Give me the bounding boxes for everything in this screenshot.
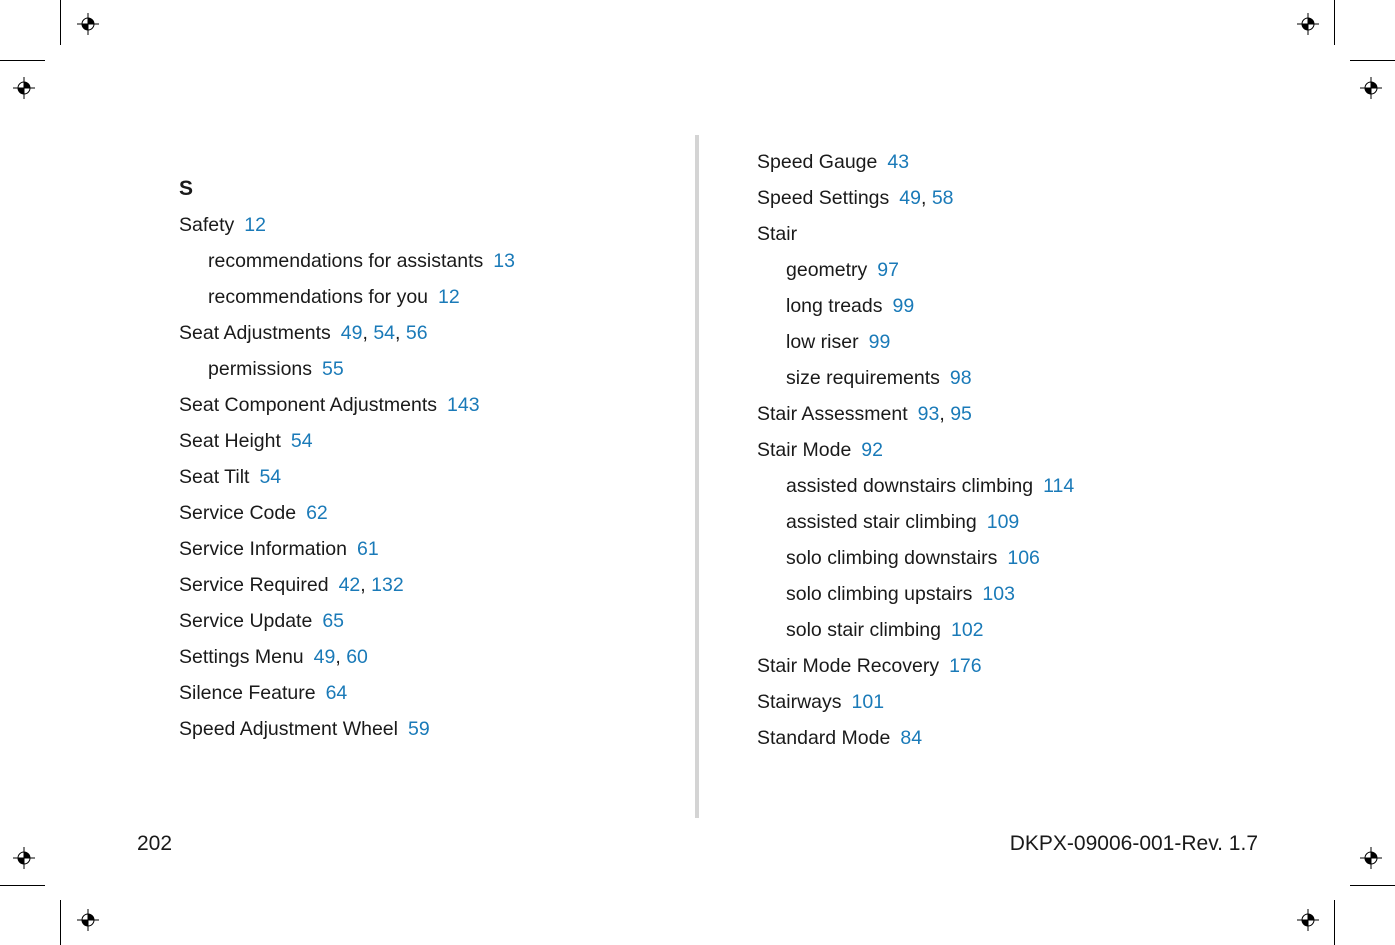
index-entry (757, 684, 1257, 720)
page-link[interactable]: 54 (290, 430, 313, 452)
page-separator: , (360, 574, 372, 596)
index-term: recommendations for you (208, 286, 429, 308)
index-entry (179, 675, 679, 711)
page-separator: , (395, 322, 406, 344)
page-references (408, 718, 430, 740)
page-link[interactable]: 114 (1043, 475, 1075, 497)
page-link[interactable]: 93 (917, 403, 940, 425)
index-entry (757, 180, 1257, 216)
column-divider (695, 135, 699, 818)
index-column-right (757, 144, 1257, 756)
page-link[interactable]: 58 (931, 187, 954, 209)
index-entry-list-left (179, 207, 679, 747)
index-entry (179, 495, 679, 531)
index-entry (179, 423, 679, 459)
index-term: Seat Adjustments (179, 322, 331, 344)
index-term: Service Information (179, 538, 347, 560)
crop-line-tl-h (0, 60, 45, 61)
index-entry (757, 432, 1257, 468)
index-subentry (757, 288, 1257, 324)
index-term: solo climbing downstairs (786, 547, 998, 569)
page-link[interactable]: 109 (986, 511, 1020, 533)
index-subentry (757, 252, 1257, 288)
page-link[interactable]: 92 (861, 439, 883, 461)
page-link[interactable]: 13 (493, 250, 515, 272)
page-link[interactable]: 60 (346, 646, 368, 668)
page-link[interactable]: 64 (325, 682, 348, 704)
page-references (447, 394, 480, 416)
page-references (1007, 547, 1040, 569)
index-term: solo stair climbing (786, 619, 941, 641)
page-references (887, 151, 909, 173)
index-subentry (757, 360, 1257, 396)
page-link[interactable]: 99 (868, 331, 891, 353)
index-term: Stair Mode Recovery (757, 655, 940, 677)
page-link[interactable]: 54 (373, 322, 396, 344)
page-separator: , (939, 403, 951, 425)
page-references (314, 646, 368, 668)
index-term: assisted downstairs climbing (786, 475, 1034, 497)
page-references (322, 358, 344, 380)
index-subentry (757, 468, 1257, 504)
page-references (493, 250, 515, 272)
index-entry (757, 216, 1257, 252)
page-references (987, 511, 1020, 533)
page-link[interactable]: 43 (887, 151, 910, 173)
page-references (861, 439, 883, 461)
page-references (900, 727, 922, 749)
index-entry (179, 315, 679, 351)
page-link[interactable]: 95 (950, 403, 972, 425)
crop-line-tr-h (1350, 60, 1395, 61)
index-term: Stairways (757, 691, 842, 713)
crop-line-br-v (1334, 900, 1335, 945)
page-link[interactable]: 143 (447, 394, 480, 416)
page-separator: , (920, 187, 932, 209)
page-references (899, 187, 953, 209)
index-term: Speed Adjustment Wheel (179, 718, 398, 740)
index-entry (179, 459, 679, 495)
index-letter-heading: S (179, 177, 194, 200)
index-entry (179, 531, 679, 567)
index-term: low riser (786, 331, 859, 353)
document-id: DKPX-09006-001-Rev. 1.7 (1009, 832, 1258, 855)
registration-mark-icon (13, 847, 35, 869)
page-references (339, 574, 404, 596)
page-references (1043, 475, 1074, 497)
registration-mark-icon (13, 77, 35, 99)
page-references (259, 466, 281, 488)
index-term: Seat Height (179, 430, 281, 452)
page-link[interactable]: 61 (357, 538, 379, 560)
index-term: long treads (786, 295, 883, 317)
page-link[interactable]: 106 (1007, 547, 1040, 569)
page-references (852, 691, 885, 713)
index-subentry (757, 540, 1257, 576)
page-references (877, 259, 899, 281)
page-link[interactable]: 12 (438, 286, 460, 308)
index-entry (179, 387, 679, 423)
page-link[interactable]: 103 (982, 583, 1015, 605)
page-references (438, 286, 460, 308)
crop-line-tl-v (60, 0, 61, 45)
page-link[interactable]: 101 (851, 691, 885, 713)
page-link[interactable]: 176 (949, 655, 982, 677)
page-references (982, 583, 1015, 605)
page-references (291, 430, 313, 452)
page-link[interactable]: 49 (340, 322, 363, 344)
page-references (357, 538, 379, 560)
page-number: 202 (137, 832, 173, 855)
crop-line-tr-v (1334, 0, 1335, 45)
registration-mark-icon (1297, 13, 1319, 35)
page-references (918, 403, 972, 425)
index-term: permissions (208, 358, 313, 380)
crop-line-br-h (1350, 885, 1395, 886)
crop-line-bl-h (0, 885, 45, 886)
index-term: Speed Gauge (757, 151, 878, 173)
index-term: Settings Menu (179, 646, 304, 668)
page-link[interactable]: 65 (322, 610, 345, 632)
index-subentry (757, 324, 1257, 360)
page-link[interactable]: 42 (338, 574, 361, 596)
page-references (322, 610, 344, 632)
page-references (869, 331, 891, 353)
index-entry (757, 396, 1257, 432)
registration-mark-icon (1360, 77, 1382, 99)
page-link[interactable]: 56 (405, 322, 428, 344)
registration-mark-icon (77, 13, 99, 35)
index-term: size requirements (786, 367, 940, 389)
registration-mark-icon (77, 909, 99, 931)
page-link[interactable]: 84 (900, 727, 923, 749)
index-subentry (179, 243, 679, 279)
index-term: Stair Assessment (757, 403, 908, 425)
page-references (951, 619, 984, 641)
page-link[interactable]: 12 (244, 214, 266, 236)
index-term: Stair Mode (757, 439, 852, 461)
index-entry (179, 207, 679, 243)
page-references (326, 682, 348, 704)
index-term: Seat Component Adjustments (179, 394, 437, 416)
index-entry (179, 567, 679, 603)
index-entry-list-right (757, 144, 1257, 756)
index-entry (179, 603, 679, 639)
page-references (892, 295, 914, 317)
index-term: Seat Tilt (179, 466, 250, 488)
index-term: Service Code (179, 502, 297, 524)
index-entry (757, 648, 1257, 684)
index-entry (179, 639, 679, 675)
index-entry (757, 720, 1257, 756)
page-link[interactable]: 98 (949, 367, 972, 389)
page-link[interactable]: 99 (892, 295, 915, 317)
registration-mark-icon (1297, 909, 1319, 931)
page-link[interactable]: 62 (306, 502, 328, 524)
page-link[interactable]: 59 (407, 718, 430, 740)
index-entry (757, 144, 1257, 180)
index-term: Service Update (179, 610, 313, 632)
page-references (306, 502, 328, 524)
page-link[interactable]: 55 (322, 358, 344, 380)
index-entry (179, 711, 679, 747)
page-separator: , (362, 322, 374, 344)
index-term: recommendations for assistants (208, 250, 484, 272)
index-term: Silence Feature (179, 682, 316, 704)
registration-mark-icon (1360, 847, 1382, 869)
index-term: Speed Settings (757, 187, 890, 209)
page-link[interactable]: 102 (950, 619, 984, 641)
index-term: Stair (757, 223, 798, 245)
page-link[interactable]: 97 (877, 259, 899, 281)
page-separator: , (335, 646, 347, 668)
index-term: Safety (179, 214, 235, 236)
index-term: geometry (786, 259, 868, 281)
index-subentry (757, 576, 1257, 612)
index-term: Service Required (179, 574, 329, 596)
page-references (244, 214, 266, 236)
page-references (341, 322, 428, 344)
index-term: solo climbing upstairs (786, 583, 973, 605)
page-link[interactable]: 54 (259, 466, 282, 488)
page-link[interactable]: 49 (313, 646, 336, 668)
index-subentry (179, 351, 679, 387)
crop-line-bl-v (60, 900, 61, 945)
index-subentry (179, 279, 679, 315)
index-subentry (757, 612, 1257, 648)
index-subentry (757, 504, 1257, 540)
index-term: Standard Mode (757, 727, 891, 749)
index-column-left (179, 144, 679, 747)
page-references (950, 367, 972, 389)
page-link[interactable]: 132 (371, 574, 404, 596)
page-references (949, 655, 982, 677)
page-link[interactable]: 49 (899, 187, 921, 209)
index-term: assisted stair climbing (786, 511, 977, 533)
